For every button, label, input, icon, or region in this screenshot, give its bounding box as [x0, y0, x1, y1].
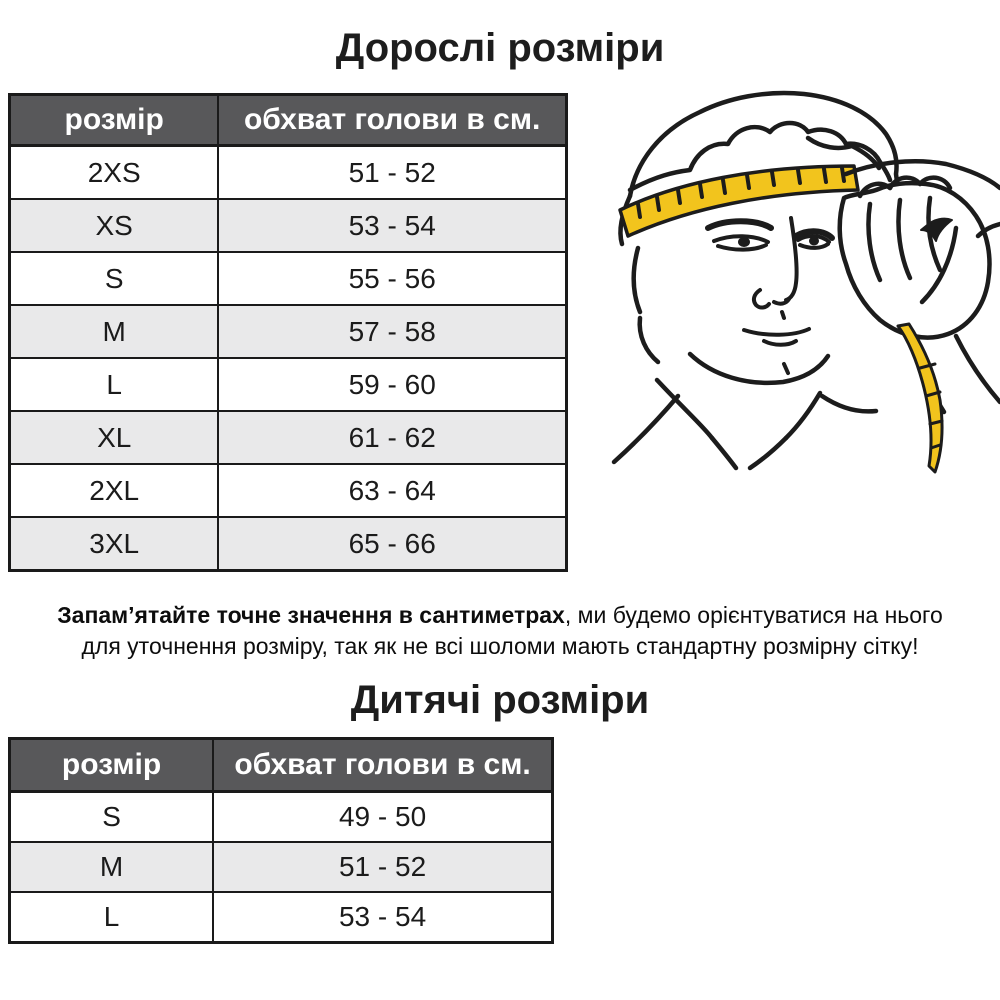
- size-cell: 2XS: [10, 146, 219, 200]
- circumference-cell: 57 - 58: [218, 305, 566, 358]
- circumference-cell: 51 - 52: [218, 146, 566, 200]
- circumference-cell: 61 - 62: [218, 411, 566, 464]
- circumference-cell: 63 - 64: [218, 464, 566, 517]
- hanging-tape-end: [898, 324, 942, 472]
- table-row: [10, 842, 553, 892]
- size-cell: L: [10, 892, 214, 943]
- table-row: [10, 305, 567, 358]
- size-cell: S: [10, 792, 214, 843]
- size-cell: M: [10, 305, 219, 358]
- head-measurement-illustration: [608, 78, 1000, 490]
- table-row: [10, 792, 553, 843]
- table-row: [10, 199, 567, 252]
- size-column-header: розмір: [10, 95, 219, 146]
- size-column-header: розмір: [10, 739, 214, 792]
- circumference-cell: 65 - 66: [218, 517, 566, 571]
- note-bold-text: Запам’ятайте точне значення в сантиметрах: [57, 602, 565, 628]
- adult-size-table: [8, 93, 568, 572]
- table-row: [10, 252, 567, 305]
- circumference-cell: 55 - 56: [218, 252, 566, 305]
- table-row: [10, 892, 553, 943]
- note-line2: для уточнення розміру, так як не всі шоломи мають стандартну розмірну сітку!: [81, 633, 919, 659]
- circumference-cell: 49 - 50: [213, 792, 552, 843]
- table-row: [10, 464, 567, 517]
- note-regular-text: , ми будемо орієнтуватися на нього: [564, 602, 943, 628]
- kids-sizes-title: Дитячі розміри: [350, 678, 650, 722]
- circumference-cell: 59 - 60: [218, 358, 566, 411]
- adult-sizes-title: Дорослі розміри: [335, 26, 665, 70]
- size-cell: S: [10, 252, 219, 305]
- measurement-note: [20, 600, 980, 662]
- table-row: [10, 517, 567, 571]
- kids-size-table: [8, 737, 554, 944]
- circumference-cell: 51 - 52: [213, 842, 552, 892]
- circumference-cell: 53 - 54: [213, 892, 552, 943]
- table-row: [10, 358, 567, 411]
- table-row: [10, 146, 567, 200]
- size-cell: 2XL: [10, 464, 219, 517]
- face-features: [708, 218, 832, 373]
- size-cell: 3XL: [10, 517, 219, 571]
- size-cell: XS: [10, 199, 219, 252]
- neck-and-shoulders: [614, 380, 876, 468]
- table-row: [10, 411, 567, 464]
- table-header-row: [10, 739, 553, 792]
- circumference-column-header: обхват голови в см.: [213, 739, 552, 792]
- hand-fist: [840, 178, 990, 338]
- circumference-cell: 53 - 54: [218, 199, 566, 252]
- size-cell: XL: [10, 411, 219, 464]
- table-header-row: [10, 95, 567, 146]
- size-cell: M: [10, 842, 214, 892]
- circumference-column-header: обхват голови в см.: [218, 95, 566, 146]
- size-cell: L: [10, 358, 219, 411]
